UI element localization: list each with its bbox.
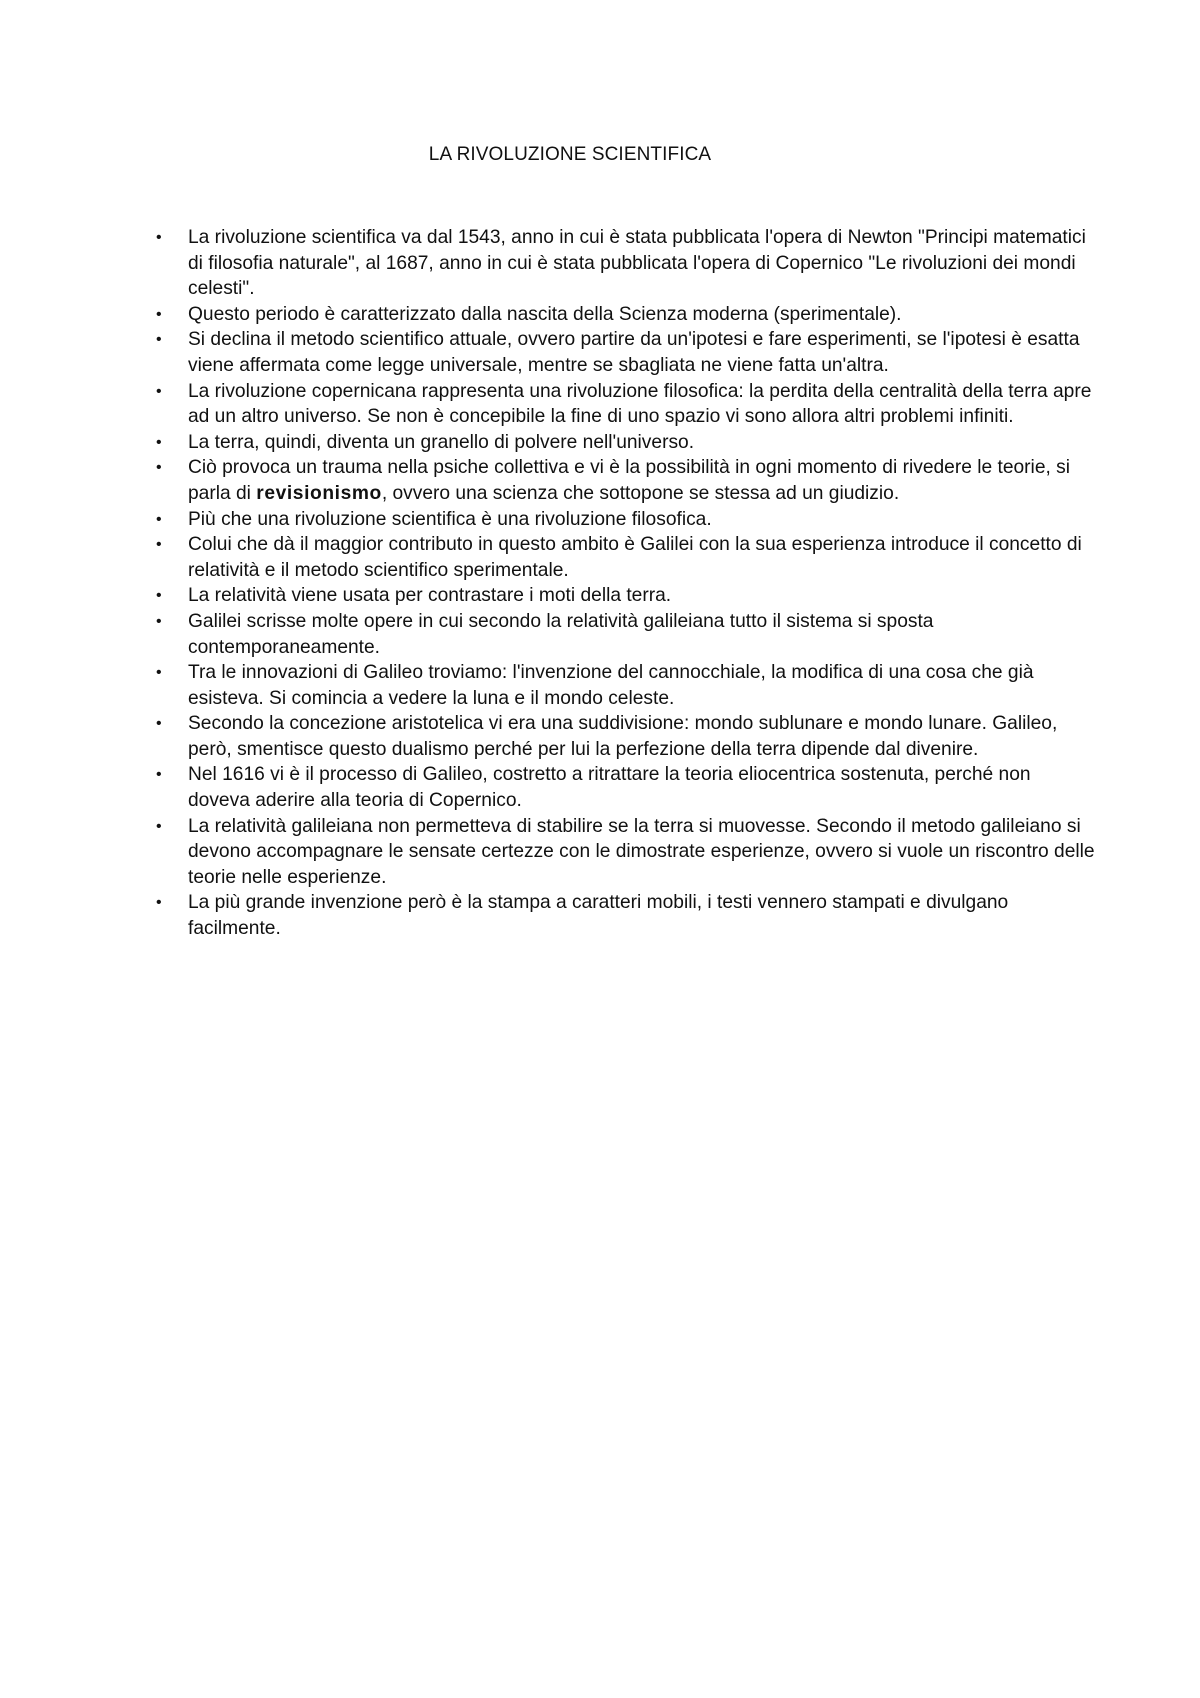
list-item-text bbox=[188, 662, 1034, 709]
list-item bbox=[156, 225, 1096, 302]
list-item-text bbox=[188, 227, 1086, 299]
text-segment: Si declina il metodo scientifico attuale, ovvero partire da un'ipotesi e fare esperimenti, se l'ipotesi è esatta viene affermata come legge universale, mentre se sbagliata ne viene fatta un'altra. bbox=[188, 329, 1080, 376]
list-item bbox=[156, 660, 1096, 711]
list-item-text bbox=[188, 381, 1091, 428]
bullet-icon: • bbox=[156, 766, 162, 784]
list-item bbox=[156, 609, 1096, 660]
text-segment: La terra, quindi, diventa un granello di polvere nell'universo. bbox=[188, 431, 695, 453]
list-item bbox=[156, 532, 1096, 583]
list-item bbox=[156, 379, 1096, 430]
list-item-text bbox=[188, 457, 1070, 504]
bullet-icon: • bbox=[156, 587, 162, 605]
list-item-text bbox=[188, 764, 1031, 811]
text-segment: Galilei scrisse molte opere in cui secondo la relatività galileiana tutto il sistema si sposta contemporaneamente. bbox=[188, 610, 934, 658]
list-item-text bbox=[188, 892, 1008, 939]
text-segment: La più grande invenzione però è la stampa a caratteri mobili, i testi vennero stampati e divulgano facilmente. bbox=[188, 892, 1009, 940]
text-segment: Più che una rivoluzione scientifica è una rivoluzione filosofica. bbox=[188, 508, 712, 530]
list-item bbox=[156, 890, 1096, 941]
text-segment: Ciò provoca un trauma nella psiche collettiva e vi è la possibilità in ogni momento di rivedere le teorie, si parla di bbox=[188, 457, 1071, 504]
list-item bbox=[156, 327, 1096, 378]
list-item-text bbox=[188, 329, 1080, 376]
list-item bbox=[156, 507, 1096, 533]
bullet-icon: • bbox=[156, 305, 162, 323]
page-title: LA RIVOLUZIONE SCIENTIFICA bbox=[428, 144, 712, 165]
bullet-icon: • bbox=[156, 536, 162, 554]
list-item-text bbox=[188, 713, 1057, 760]
list-item bbox=[156, 302, 1096, 328]
text-segment: Nel 1616 vi è il processo di Galileo, costretto a ritrattare la teoria eliocentrica sostenuta, perché non doveva aderire alla teoria di Copernico. bbox=[188, 764, 1031, 812]
text-segment: La rivoluzione scientifica va dal 1543, anno in cui è stata pubblicata l'opera di Newton "Principi matematici di filosofia naturale", al 1687, anno in cui è stata pubblicata l'opera di Copernico "Le rivoluzioni dei mondi celesti". bbox=[188, 227, 1086, 300]
text-segment: Colui che dà il maggior contributo in questo ambito è Galilei con la sua esperienza introduce il concetto di relatività e il metodo scientifico sperimentale. bbox=[188, 534, 1082, 581]
text-segment: La relatività galileiana non permetteva di stabilire se la terra si muovesse. Secondo il metodo galileiano si devono accompagnare le sensate certezze con le dimostrate esperienze, ovvero si vuole un riscontro delle teorie nelle esperienze. bbox=[188, 815, 1095, 888]
list-item-text bbox=[188, 534, 1082, 581]
bullet-icon: • bbox=[156, 331, 162, 349]
list-item-text bbox=[188, 816, 1095, 888]
bullet-icon: • bbox=[156, 229, 162, 246]
bullet-icon: • bbox=[156, 459, 162, 477]
bullet-icon: • bbox=[156, 612, 162, 630]
bullet-icon: • bbox=[156, 894, 162, 912]
bullet-icon: • bbox=[156, 715, 162, 733]
list-item-text bbox=[188, 432, 694, 453]
list-item bbox=[156, 814, 1096, 891]
bullet-icon: • bbox=[156, 382, 162, 400]
bullet-icon: • bbox=[156, 510, 162, 528]
list-item-text bbox=[188, 509, 712, 530]
list-item bbox=[156, 455, 1096, 506]
text-segment: Secondo la concezione aristotelica vi era una suddivisione: mondo sublunare e mondo lunare. Galileo, però, smentisce questo dualismo perché per lui la perfezione della terra dipende dal divenire. bbox=[188, 713, 1058, 760]
list-item bbox=[156, 711, 1096, 762]
text-segment: , ovvero una scienza che sottopone se stessa ad un giudizio. bbox=[381, 482, 900, 504]
bullet-icon: • bbox=[156, 664, 162, 682]
text-segment: Tra le innovazioni di Galileo troviamo: l'invenzione del cannocchiale, la modifica di una cosa che già esisteva. Si comincia a vedere la luna e il mondo celeste. bbox=[188, 662, 1034, 709]
list-item-text bbox=[188, 611, 933, 658]
list-item bbox=[156, 583, 1096, 609]
list-item-text bbox=[188, 585, 671, 606]
bullet-list bbox=[156, 225, 1096, 942]
bullet-icon: • bbox=[156, 433, 162, 451]
list-item bbox=[156, 762, 1096, 813]
text-segment: Questo periodo è caratterizzato dalla nascita della Scienza moderna (sperimentale). bbox=[188, 303, 902, 325]
list-item bbox=[156, 430, 1096, 456]
list-item-text bbox=[188, 304, 902, 325]
text-segment: La rivoluzione copernicana rappresenta una rivoluzione filosofica: la perdita della centralità della terra apre ad un altro universo. Se non è concepibile la fine di uno spazio vi sono allora altri problemi infiniti. bbox=[188, 380, 1092, 428]
bold-term: revisionismo bbox=[256, 482, 382, 504]
text-segment: La relatività viene usata per contrastare i moti della terra. bbox=[188, 585, 672, 607]
bullet-icon: • bbox=[156, 817, 162, 835]
